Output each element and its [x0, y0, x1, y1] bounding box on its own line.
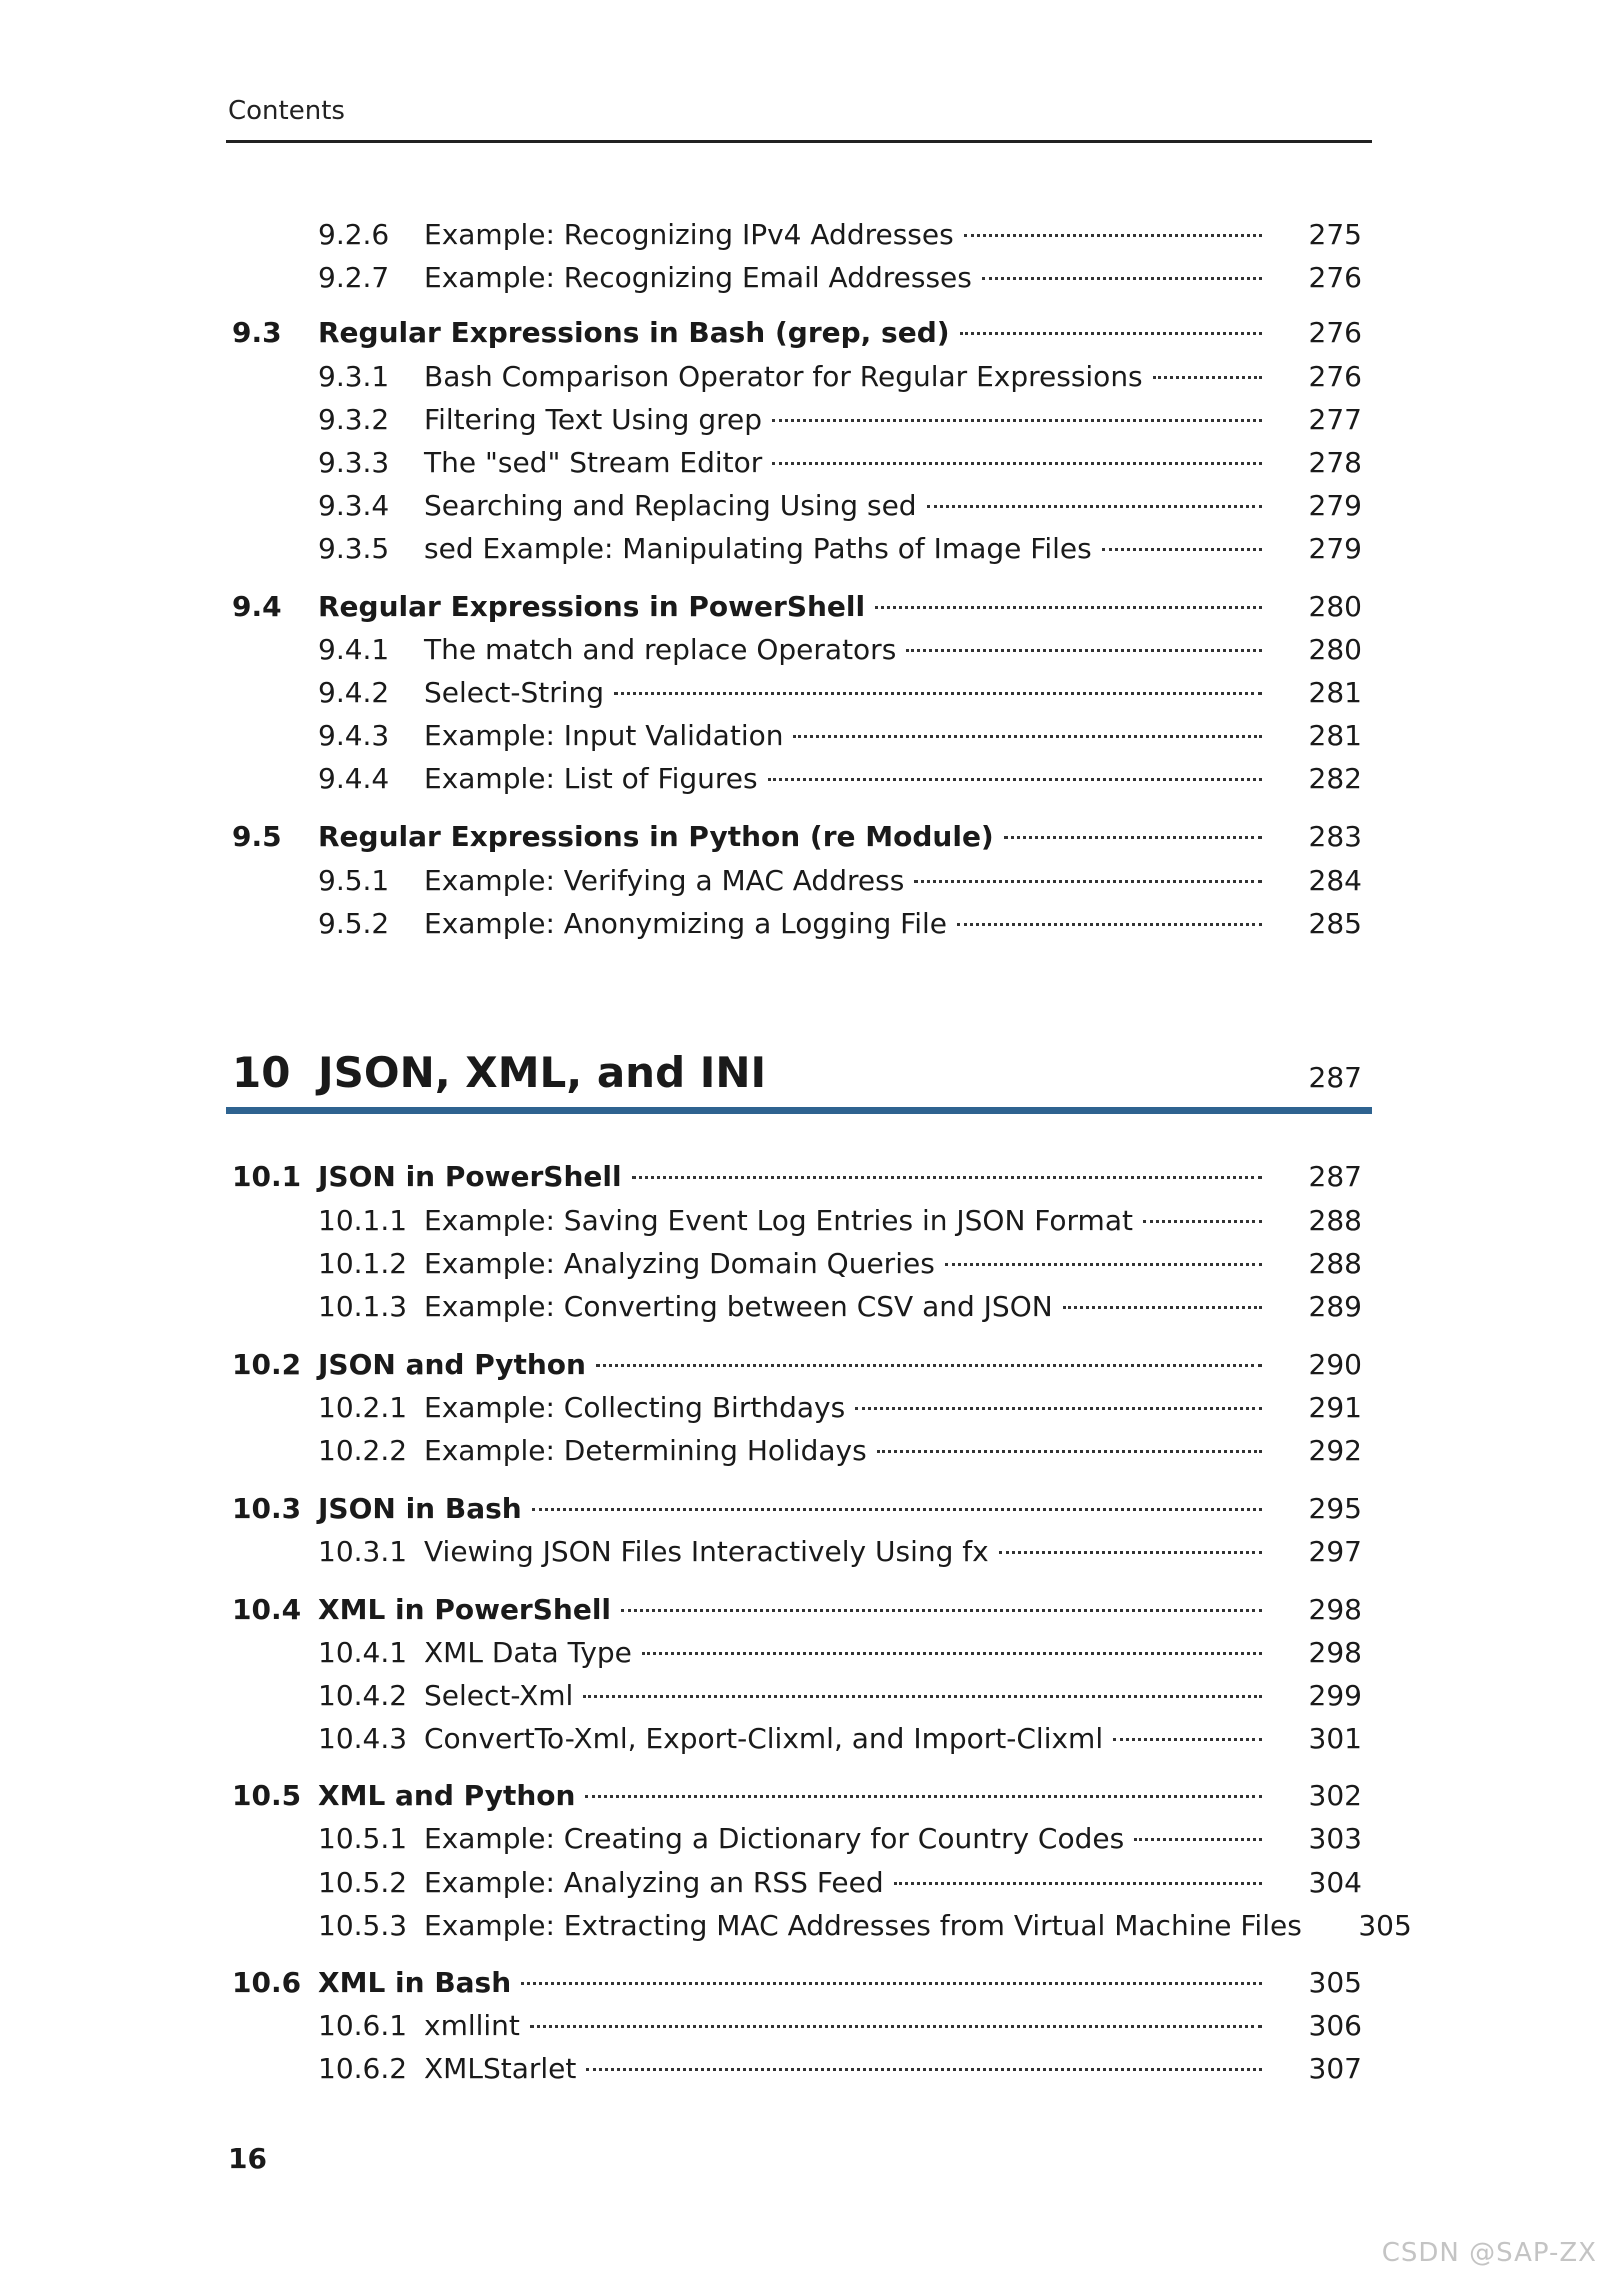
header-rule [226, 140, 1372, 143]
toc-entry-number: 9.5.1 [318, 864, 390, 897]
running-header: Contents [228, 96, 345, 126]
chapter-number: 10 [232, 1048, 291, 1097]
toc-subsection-entry[interactable] [232, 1822, 1362, 1862]
dot-leader [583, 1695, 1262, 1698]
toc-entry-page: 298 [1308, 1593, 1362, 1626]
dot-leader [957, 923, 1262, 926]
toc-entry-title: Example: Saving Event Log Entries in JSON Format [424, 1204, 1133, 1237]
dot-leader [596, 1364, 1262, 1367]
toc-entry-number: 10.2.1 [318, 1391, 408, 1424]
toc-entry-number: 10.1.1 [318, 1204, 408, 1237]
page-number: 16 [228, 2142, 267, 2175]
toc-entry-number: 9.3 [232, 316, 282, 349]
toc-entry-number: 10.5.2 [318, 1866, 408, 1899]
toc-entry-title: Regular Expressions in Python (re Module) [318, 820, 994, 853]
toc-entry-number: 10.6.2 [318, 2052, 408, 2085]
toc-subsection-entry[interactable] [232, 719, 1362, 759]
toc-entry-number: 10.3.1 [318, 1535, 408, 1568]
dot-leader [914, 880, 1262, 883]
toc-subsection-entry[interactable] [232, 1636, 1362, 1676]
toc-entry-title: Example: Converting between CSV and JSON [424, 1290, 1053, 1323]
toc-entry-number: 9.4.2 [318, 676, 390, 709]
toc-entry-page: 285 [1308, 907, 1362, 940]
toc-section-entry[interactable] [232, 820, 1362, 860]
toc-entry-title: Example: List of Figures [424, 762, 758, 795]
dot-leader [614, 692, 1262, 695]
toc-subsection-entry[interactable] [232, 532, 1362, 572]
dot-leader [793, 735, 1262, 738]
dot-leader [586, 2068, 1262, 2071]
toc-entry-title: The "sed" Stream Editor [424, 446, 763, 479]
toc-entry-number: 9.5.2 [318, 907, 390, 940]
toc-subsection-entry[interactable] [232, 261, 1362, 301]
dot-leader [982, 277, 1262, 280]
toc-entry-number: 10.5.3 [318, 1909, 408, 1942]
toc-entry-number: 10.4.3 [318, 1722, 408, 1755]
chapter-title: JSON, XML, and INI [318, 1048, 767, 1097]
toc-entry-page: 305 [1358, 1909, 1412, 1942]
toc-entry-page: 283 [1308, 820, 1362, 853]
dot-leader [772, 462, 1262, 465]
toc-entry-page: 288 [1308, 1204, 1362, 1237]
dot-leader [1113, 1738, 1262, 1741]
toc-entry-number: 9.3.1 [318, 360, 390, 393]
toc-entry-number: 10.5.1 [318, 1822, 408, 1855]
toc-entry-page: 288 [1308, 1247, 1362, 1280]
toc-entry-page: 281 [1308, 719, 1362, 752]
toc-entry-number: 9.2.6 [318, 218, 390, 251]
toc-entry-number: 9.2.7 [318, 261, 390, 294]
dot-leader [894, 1882, 1262, 1885]
dot-leader [960, 332, 1262, 335]
toc-entry-page: 279 [1308, 489, 1362, 522]
dot-leader [945, 1263, 1262, 1266]
toc-subsection-entry[interactable] [232, 1722, 1362, 1762]
toc-subsection-entry[interactable] [232, 1866, 1362, 1906]
toc-subsection-entry[interactable] [232, 403, 1362, 443]
dot-leader [1063, 1306, 1262, 1309]
toc-section-entry[interactable] [232, 1348, 1362, 1388]
toc-entry-number: 10.4.1 [318, 1636, 408, 1669]
toc-entry-title: Example: Creating a Dictionary for Country Codes [424, 1822, 1125, 1855]
toc-entry-page: 304 [1308, 1866, 1362, 1899]
toc-entry-page: 287 [1308, 1160, 1362, 1193]
toc-entry-title: Bash Comparison Operator for Regular Expressions [424, 360, 1143, 393]
toc-entry-title: JSON and Python [318, 1348, 586, 1381]
toc-entry-title: The match and replace Operators [424, 633, 897, 666]
toc-entry-title: Example: Anonymizing a Logging File [424, 907, 948, 940]
dot-leader [875, 606, 1262, 609]
toc-entry-title: Select-String [424, 676, 605, 709]
toc-entry-page: 303 [1308, 1822, 1362, 1855]
toc-entry-number: 10.6.1 [318, 2009, 408, 2042]
toc-entry-number: 10.5 [232, 1779, 302, 1812]
toc-entry-number: 10.2 [232, 1348, 302, 1381]
toc-entry-title: Searching and Replacing Using sed [424, 489, 917, 522]
toc-entry-title: ConvertTo-Xml, Export-Clixml, and Import-Clixml [424, 1722, 1104, 1755]
toc-entry-title: XML in PowerShell [318, 1593, 612, 1626]
toc-entry-number: 10.1.2 [318, 1247, 408, 1280]
toc-entry-title: Select-Xml [424, 1679, 574, 1712]
toc-entry-page: 275 [1308, 218, 1362, 251]
toc-entry-page: 307 [1308, 2052, 1362, 2085]
dot-leader [855, 1407, 1262, 1410]
chapter-page: 287 [1308, 1061, 1362, 1094]
toc-entry-title: XML in Bash [318, 1966, 512, 1999]
dot-leader [632, 1176, 1262, 1179]
toc-entry-page: 297 [1308, 1535, 1362, 1568]
dot-leader [1153, 376, 1262, 379]
toc-entry-page: 298 [1308, 1636, 1362, 1669]
toc-entry-page: 280 [1308, 633, 1362, 666]
toc-entry-number: 10.2.2 [318, 1434, 408, 1467]
chapter-heading[interactable] [232, 1048, 1362, 1097]
toc-entry-title: Example: Determining Holidays [424, 1434, 867, 1467]
toc-section-entry[interactable] [232, 1779, 1362, 1819]
toc-entry-title: JSON in PowerShell [318, 1160, 622, 1193]
dot-leader [642, 1652, 1262, 1655]
dot-leader [530, 2025, 1262, 2028]
toc-entry-number: 9.4.1 [318, 633, 390, 666]
toc-entry-number: 9.4.4 [318, 762, 390, 795]
toc-entry-number: 9.4.3 [318, 719, 390, 752]
toc-entry-title: XML and Python [318, 1779, 576, 1812]
toc-entry-title: Example: Recognizing IPv4 Addresses [424, 218, 954, 251]
dot-leader [906, 649, 1262, 652]
toc-entry-number: 10.1.3 [318, 1290, 408, 1323]
toc-subsection-entry[interactable] [232, 360, 1362, 400]
toc-entry-page: 306 [1308, 2009, 1362, 2042]
toc-entry-title: Example: Collecting Birthdays [424, 1391, 846, 1424]
dot-leader [1004, 836, 1262, 839]
toc-entry-title: Example: Analyzing an RSS Feed [424, 1866, 884, 1899]
toc-entry-page: 299 [1308, 1679, 1362, 1712]
toc-entry-title: Example: Input Validation [424, 719, 784, 752]
toc-entry-page: 277 [1308, 403, 1362, 436]
toc-section-entry[interactable] [232, 1966, 1362, 2006]
dot-leader [585, 1795, 1262, 1798]
toc-subsection-entry[interactable] [232, 1204, 1362, 1244]
toc-entry-page: 281 [1308, 676, 1362, 709]
toc-entry-page: 276 [1308, 360, 1362, 393]
dot-leader [772, 419, 1262, 422]
watermark: CSDN @SAP-ZX [1381, 2238, 1597, 2268]
toc-entry-title: XML Data Type [424, 1636, 632, 1669]
toc-entry-number: 9.3.5 [318, 532, 390, 565]
toc-subsection-entry[interactable] [232, 489, 1362, 529]
toc-entry-title: XMLStarlet [424, 2052, 577, 2085]
toc-subsection-entry[interactable] [232, 676, 1362, 716]
toc-section-entry[interactable] [232, 1593, 1362, 1633]
toc-entry-page: 301 [1308, 1722, 1362, 1755]
toc-subsection-entry[interactable] [232, 1247, 1362, 1287]
dot-leader [1143, 1220, 1262, 1223]
toc-section-entry[interactable] [232, 1160, 1362, 1200]
toc-entry-page: 284 [1308, 864, 1362, 897]
toc-entry-number: 10.4 [232, 1593, 302, 1626]
toc-entry-page: 279 [1308, 532, 1362, 565]
toc-subsection-entry[interactable] [232, 907, 1362, 947]
toc-subsection-entry[interactable] [232, 864, 1362, 904]
toc-entry-page: 280 [1308, 590, 1362, 623]
toc-subsection-entry[interactable] [232, 2009, 1362, 2049]
toc-entry-title: Regular Expressions in Bash (grep, sed) [318, 316, 950, 349]
toc-subsection-entry[interactable] [232, 2052, 1362, 2092]
toc-entry-title: sed Example: Manipulating Paths of Image Files [424, 532, 1092, 565]
toc-subsection-entry[interactable] [232, 1909, 1412, 1949]
toc-entry-page: 295 [1308, 1492, 1362, 1525]
dot-leader [621, 1609, 1262, 1612]
dot-leader [768, 778, 1262, 781]
dot-leader [1102, 548, 1262, 551]
toc-subsection-entry[interactable] [232, 218, 1362, 258]
toc-entry-title: Example: Verifying a MAC Address [424, 864, 905, 897]
dot-leader [964, 234, 1262, 237]
toc-subsection-entry[interactable] [232, 1535, 1362, 1575]
toc-entry-title: Example: Analyzing Domain Queries [424, 1247, 935, 1280]
toc-section-entry[interactable] [232, 316, 1362, 356]
toc-entry-title: Viewing JSON Files Interactively Using fx [424, 1535, 989, 1568]
toc-entry-title: Filtering Text Using grep [424, 403, 763, 436]
dot-leader [532, 1508, 1262, 1511]
toc-subsection-entry[interactable] [232, 446, 1362, 486]
toc-entry-page: 276 [1308, 316, 1362, 349]
toc-entry-page: 278 [1308, 446, 1362, 479]
toc-entry-number: 10.4.2 [318, 1679, 408, 1712]
toc-subsection-entry[interactable] [232, 1391, 1362, 1431]
toc-subsection-entry[interactable] [232, 762, 1362, 802]
toc-entry-page: 292 [1308, 1434, 1362, 1467]
toc-entry-page: 290 [1308, 1348, 1362, 1381]
toc-section-entry[interactable] [232, 1492, 1362, 1532]
toc-entry-number: 10.1 [232, 1160, 302, 1193]
toc-entry-page: 276 [1308, 261, 1362, 294]
dot-leader [1134, 1838, 1262, 1841]
dot-leader [877, 1450, 1262, 1453]
toc-entry-page: 291 [1308, 1391, 1362, 1424]
dot-leader [999, 1551, 1262, 1554]
toc-subsection-entry[interactable] [232, 1434, 1362, 1474]
toc-entry-title: Example: Extracting MAC Addresses from Virtual Machine Files [424, 1909, 1302, 1942]
toc-entry-number: 9.3.2 [318, 403, 390, 436]
toc-subsection-entry[interactable] [232, 1679, 1362, 1719]
toc-entry-number: 10.3 [232, 1492, 302, 1525]
toc-entry-title: Example: Recognizing Email Addresses [424, 261, 972, 294]
toc-entry-page: 289 [1308, 1290, 1362, 1323]
toc-subsection-entry[interactable] [232, 1290, 1362, 1330]
toc-entry-title: JSON in Bash [318, 1492, 522, 1525]
toc-entry-number: 9.5 [232, 820, 282, 853]
toc-entry-page: 282 [1308, 762, 1362, 795]
toc-entry-page: 302 [1308, 1779, 1362, 1812]
toc-entry-title: Regular Expressions in PowerShell [318, 590, 866, 623]
dot-leader [927, 505, 1262, 508]
toc-entry-number: 9.3.4 [318, 489, 390, 522]
chapter-rule [226, 1107, 1372, 1114]
toc-entry-title: xmllint [424, 2009, 520, 2042]
dot-leader [521, 1982, 1262, 1985]
toc-subsection-entry[interactable] [232, 633, 1362, 673]
toc-entry-number: 9.4 [232, 590, 282, 623]
toc-section-entry[interactable] [232, 590, 1362, 630]
toc-entry-number: 9.3.3 [318, 446, 390, 479]
toc-entry-number: 10.6 [232, 1966, 302, 1999]
toc-entry-page: 305 [1308, 1966, 1362, 1999]
